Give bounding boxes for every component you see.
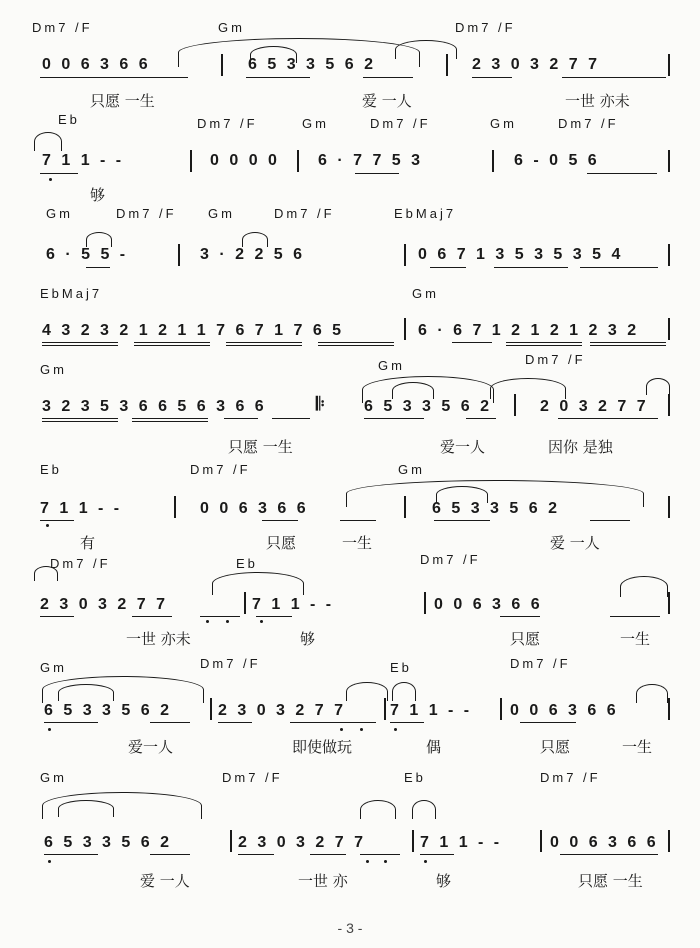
underline [506,345,582,346]
octave-dot [48,860,51,863]
chord-label: Gm [40,770,67,785]
underline [42,418,118,419]
note-group: 6 5 3 3 5 6 2 [432,500,560,517]
lyric: 只愿 [266,534,297,552]
bar-line [210,698,212,720]
underline [360,854,400,855]
bar-line [514,394,516,416]
underline [40,520,74,521]
chord-label: Dm7 /F [455,20,516,35]
bar-line [404,318,406,340]
note-group: 7 1 1 - - [40,500,123,517]
note-group: 0 0 6 3 6 6 [200,500,309,517]
bar-line [190,150,192,172]
underline [434,520,490,521]
lyric: 爱 一人 [140,872,190,890]
bar-line [668,592,670,614]
underline [134,345,210,346]
note-group: 0 0 0 0 [210,152,280,169]
slur [346,682,388,701]
chord-label: Gm [398,462,425,477]
underline [200,616,240,617]
underline [238,854,274,855]
octave-dot [384,860,387,863]
bar-line [492,150,494,172]
note-group: 7 1 1 - - [42,152,125,169]
slur [392,382,434,399]
lyric: 只愿 一生 [578,872,643,890]
note-group: 2 3 0 3 2 7 7 [472,56,600,73]
chord-label: Dm7 /F [116,206,177,221]
underline [363,77,413,78]
lyric: 因你 是独 [548,438,613,456]
note-group: 2 3 0 3 2 7 7 [40,596,168,613]
chord-label: Eb [40,462,62,477]
note-group: 6 · 6 7 1 2 1 2 1 2 3 2 [418,322,640,339]
lyric: 爱 一人 [550,534,600,552]
underline [364,418,424,419]
bar-line [230,830,232,852]
underline [520,722,576,723]
underline [42,421,118,422]
lyric: 一世 亦未 [126,630,191,648]
note-group: 0 6 7 1 3 5 3 5 3 5 4 [418,246,624,263]
note-group: 7 1 1 - - [390,702,473,719]
underline [558,418,658,419]
slur [58,800,114,817]
octave-dot [49,178,52,181]
underline [590,345,666,346]
underline [40,77,188,78]
tie [636,684,668,703]
bar-line [668,496,670,518]
underline [430,267,466,268]
chord-label: Eb [58,112,80,127]
octave-dot [424,860,427,863]
underline [390,722,424,723]
tie [412,800,436,819]
underline [226,342,302,343]
chord-label: Gm [302,116,329,131]
bar-line [668,150,670,172]
chord-label: Eb [390,660,412,675]
chord-label: Dm7 /F [32,20,93,35]
lyric: 一生 [622,738,653,756]
lyric: 偶 [426,738,442,756]
lyric: 够 [90,186,106,204]
lyric: 一生 [342,534,373,552]
underline [40,616,74,617]
lyric: 一世 亦未 [565,92,630,110]
lyric: 一生 [620,630,651,648]
underline [86,267,110,268]
underline [587,173,657,174]
bar-line [668,318,670,340]
octave-dot [206,620,209,623]
underline [290,722,376,723]
chord-label: Gm [40,362,67,377]
underline [44,854,98,855]
chord-label: Gm [46,206,73,221]
chord-label: Eb [404,770,426,785]
underline [224,418,258,419]
underline [610,616,660,617]
lyric: 一世 亦 [298,872,348,890]
tie [86,232,112,247]
underline [506,342,582,343]
chord-label: Dm7 /F [197,116,258,131]
page-number: - 3 - [337,920,363,936]
underline [272,418,310,419]
note-group: 0 0 6 3 6 6 [42,56,151,73]
underline [590,342,666,343]
underline [40,173,78,174]
bar-line [446,54,448,76]
bar-line [412,830,414,852]
underline [246,77,310,78]
note-group: 6 5 3 3 5 6 2 [44,702,172,719]
chord-label: Dm7 /F [274,206,335,221]
note-group: 4 3 2 3 2 1 2 1 1 7 6 7 1 7 6 5 [42,322,345,339]
tie [242,232,268,247]
underline [256,616,292,617]
octave-dot [260,620,263,623]
note-group: 6 · 7 7 5 3 [318,152,424,169]
underline [132,616,172,617]
lyric: 即使做玩 [292,738,353,756]
lyric: 只愿 一生 [90,92,155,110]
lyric: 够 [436,872,452,890]
chord-label: Gm [218,20,245,35]
chord-label: Gm [378,358,405,373]
underline [318,345,394,346]
underline [218,722,252,723]
note-group: 0 0 6 3 6 6 [550,834,659,851]
chord-label: Gm [490,116,517,131]
note-group: 7 1 1 - - [420,834,503,851]
bar-line [404,496,406,518]
note-group: 2 3 0 3 2 7 7 [218,702,346,719]
octave-dot [48,728,51,731]
chord-label: Dm7 /F [420,552,481,567]
bar-line [540,830,542,852]
note-group: 6 5 3 3 5 6 2 [364,398,492,415]
bar-line [384,698,386,720]
underline [132,421,208,422]
note-group: 2 0 3 2 7 7 [540,398,649,415]
tie [392,682,416,701]
slur [212,572,304,595]
octave-dot [340,728,343,731]
bar-line [500,698,502,720]
tie [646,378,670,395]
note-group: 6 5 3 3 5 6 2 [248,56,376,73]
bar-line [297,150,299,172]
tie [34,566,58,581]
lyric: 只愿 [510,630,541,648]
note-group: 7 1 1 - - [252,596,335,613]
underline [134,342,210,343]
note-group: 3 2 3 5 3 6 6 5 6 3 6 6 [42,398,267,415]
lyric: 爱一人 [440,438,486,456]
underline [466,418,496,419]
lyric: 有 [80,534,96,552]
underline [44,722,98,723]
lyric: 爱一人 [128,738,174,756]
note-group: 3 · 2 2 5 6 [200,246,306,263]
underline [150,722,190,723]
tie [34,132,62,151]
lyric: 爱 一人 [362,92,412,110]
octave-dot [394,728,397,731]
bar-line [404,244,406,266]
chord-label: Dm7 /F [222,770,283,785]
chord-label: EbMaj7 [40,286,103,301]
underline [420,854,454,855]
bar-line [174,496,176,518]
underline [500,616,540,617]
bar-line [221,54,223,76]
bar-line [668,54,670,76]
slur [620,576,668,597]
underline [580,267,658,268]
chord-label: Gm [208,206,235,221]
bar-line [668,830,670,852]
underline [318,342,394,343]
chord-label: Eb [236,556,258,571]
note-group: 2 3 0 3 2 7 7 [238,834,366,851]
underline [494,267,568,268]
chord-label: Dm7 /F [200,656,261,671]
underline [310,854,346,855]
octave-dot [46,524,49,527]
bar-line [668,394,670,416]
underline [262,520,298,521]
octave-dot [360,728,363,731]
slur [395,40,457,59]
underline [472,77,512,78]
bar-line [668,244,670,266]
note-group: 0 0 6 3 6 6 [434,596,543,613]
octave-dot [366,860,369,863]
chord-label: Dm7 /F [540,770,601,785]
chord-label: Dm7 /F [50,556,111,571]
underline [590,520,630,521]
underline [132,418,208,419]
chord-label: Dm7 /F [558,116,619,131]
note-group: 0 0 6 3 6 6 [510,702,619,719]
octave-dot [226,620,229,623]
bar-line [424,592,426,614]
bar-line [668,698,670,720]
underline [560,854,658,855]
lyric: 够 [300,630,316,648]
lyric: 只愿 一生 [228,438,293,456]
chord-label: Dm7 /F [190,462,251,477]
bar-line [178,244,180,266]
underline [42,342,118,343]
underline [42,345,118,346]
underline [226,345,302,346]
repeat-sign: 𝄆 [316,394,325,414]
note-group: 6 · 5 5 - [46,246,129,263]
slur [490,378,566,399]
slur [360,800,396,819]
underline [452,342,492,343]
chord-label: Gm [40,660,67,675]
underline [355,173,399,174]
underline [562,77,666,78]
bar-line [244,592,246,614]
chord-label: Gm [412,286,439,301]
underline [340,520,376,521]
chord-label: Dm7 /F [525,352,586,367]
chord-label: EbMaj7 [394,206,457,221]
note-group: 6 5 3 3 5 6 2 [44,834,172,851]
underline [150,854,190,855]
note-group: 6 - 0 5 6 [514,152,600,169]
chord-label: Dm7 /F [370,116,431,131]
chord-label: Dm7 /F [510,656,571,671]
lyric: 只愿 [540,738,571,756]
slur [58,684,114,701]
